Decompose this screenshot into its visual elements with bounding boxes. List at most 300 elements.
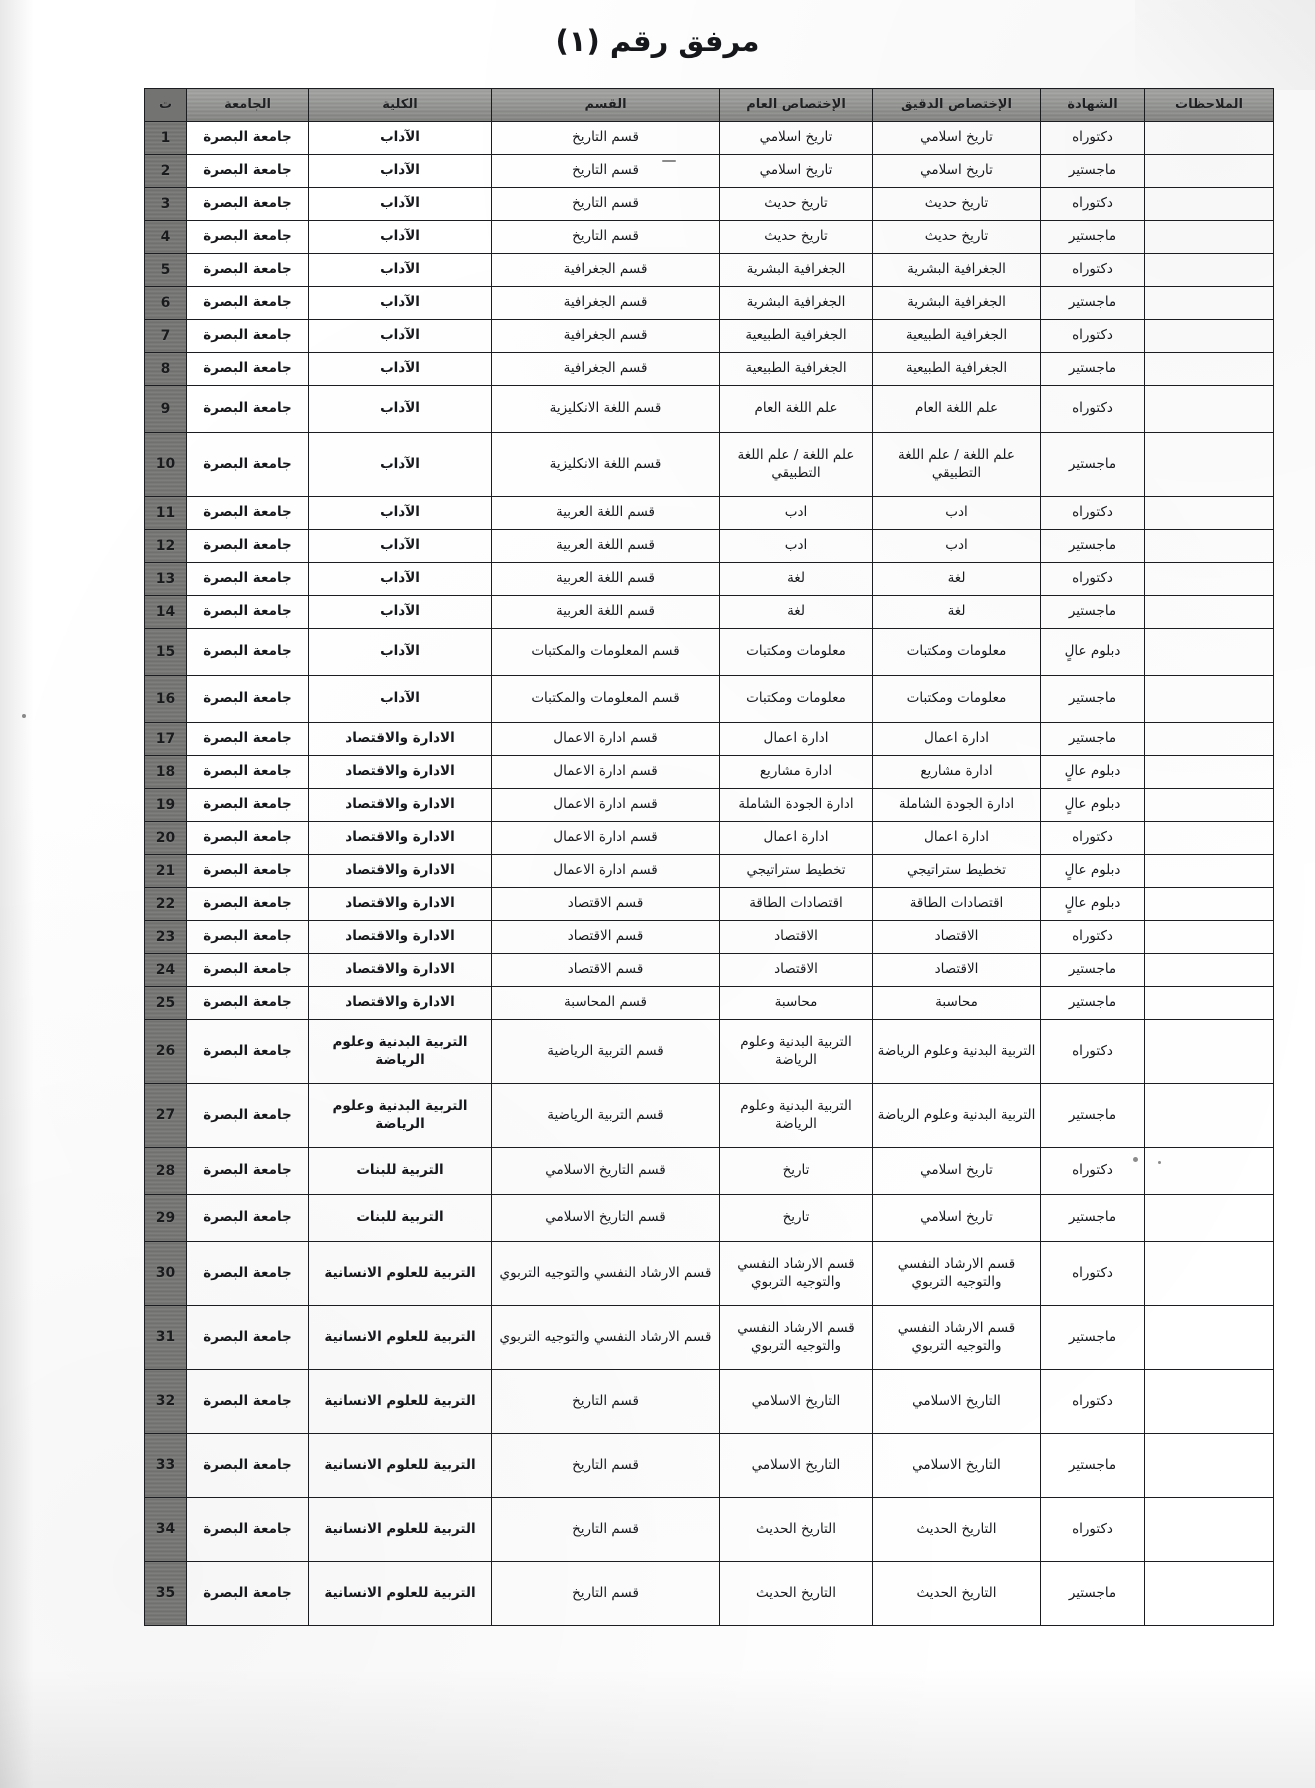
cell-degree: دكتوراه: [1041, 1020, 1145, 1084]
cell-degree: دكتوراه: [1041, 497, 1145, 530]
cell-notes: [1145, 353, 1274, 386]
cell-university: جامعة البصرة: [187, 1370, 309, 1434]
cell-notes: [1145, 1195, 1274, 1242]
cell-degree: دكتوراه: [1041, 1498, 1145, 1562]
cell-sequence: 2: [145, 155, 187, 188]
cell-university: جامعة البصرة: [187, 676, 309, 723]
cell-degree: ماجستير: [1041, 954, 1145, 987]
cell-notes: [1145, 723, 1274, 756]
cell-precise-specialization: التاريخ الاسلامي: [873, 1370, 1041, 1434]
cell-notes: [1145, 629, 1274, 676]
cell-college: التربية البدنية وعلوم الرياضة: [309, 1020, 492, 1084]
cell-notes: [1145, 1306, 1274, 1370]
cell-sequence: 20: [145, 822, 187, 855]
cell-department: قسم ادارة الاعمال: [492, 789, 720, 822]
cell-general-specialization: الجغرافية البشرية: [720, 254, 873, 287]
cell-sequence: 10: [145, 433, 187, 497]
cell-general-specialization: محاسبة: [720, 987, 873, 1020]
cell-precise-specialization: معلومات ومكتبات: [873, 629, 1041, 676]
cell-university: جامعة البصرة: [187, 386, 309, 433]
cell-general-specialization: ادب: [720, 530, 873, 563]
cell-general-specialization: التربية البدنية وعلوم الرياضة: [720, 1084, 873, 1148]
cell-sequence: 19: [145, 789, 187, 822]
cell-department: قسم التاريخ: [492, 155, 720, 188]
cell-university: جامعة البصرة: [187, 789, 309, 822]
table-row: [145, 254, 1274, 287]
cell-degree: دكتوراه: [1041, 563, 1145, 596]
cell-university: جامعة البصرة: [187, 563, 309, 596]
table-header-row: [145, 89, 1274, 122]
cell-degree: دبلوم عالٍ: [1041, 756, 1145, 789]
cell-precise-specialization: الجغرافية الطبيعية: [873, 320, 1041, 353]
cell-university: جامعة البصرة: [187, 888, 309, 921]
cell-precise-specialization: الاقتصاد: [873, 921, 1041, 954]
cell-precise-specialization: محاسبة: [873, 987, 1041, 1020]
cell-precise-specialization: تاريخ حديث: [873, 221, 1041, 254]
cell-general-specialization: الجغرافية الطبيعية: [720, 320, 873, 353]
cell-sequence: 27: [145, 1084, 187, 1148]
cell-degree: ماجستير: [1041, 155, 1145, 188]
table-row: [145, 155, 1274, 188]
cell-general-specialization: معلومات ومكتبات: [720, 676, 873, 723]
cell-degree: دكتوراه: [1041, 822, 1145, 855]
cell-degree: دكتوراه: [1041, 1148, 1145, 1195]
table-row: [145, 122, 1274, 155]
cell-general-specialization: تاريخ حديث: [720, 188, 873, 221]
cell-college: الادارة والاقتصاد: [309, 723, 492, 756]
cell-sequence: 4: [145, 221, 187, 254]
cell-notes: [1145, 530, 1274, 563]
cell-notes: [1145, 1242, 1274, 1306]
table-row: [145, 563, 1274, 596]
cell-department: قسم التربية الرياضية: [492, 1020, 720, 1084]
cell-notes: [1145, 122, 1274, 155]
cell-sequence: 17: [145, 723, 187, 756]
cell-university: جامعة البصرة: [187, 221, 309, 254]
cell-precise-specialization: التاريخ الاسلامي: [873, 1434, 1041, 1498]
cell-sequence: 33: [145, 1434, 187, 1498]
cell-sequence: 1: [145, 122, 187, 155]
cell-precise-specialization: قسم الارشاد النفسي والتوجيه التربوي: [873, 1306, 1041, 1370]
cell-notes: [1145, 320, 1274, 353]
cell-university: جامعة البصرة: [187, 155, 309, 188]
cell-sequence: 3: [145, 188, 187, 221]
table-row: [145, 1306, 1274, 1370]
table-row: [145, 188, 1274, 221]
table-row: [145, 1195, 1274, 1242]
cell-degree: ماجستير: [1041, 530, 1145, 563]
cell-general-specialization: تاريخ اسلامي: [720, 122, 873, 155]
cell-college: الادارة والاقتصاد: [309, 789, 492, 822]
cell-sequence: 15: [145, 629, 187, 676]
cell-precise-specialization: التربية البدنية وعلوم الرياضة: [873, 1020, 1041, 1084]
cell-college: التربية للعلوم الانسانية: [309, 1434, 492, 1498]
cell-general-specialization: ادارة مشاريع: [720, 756, 873, 789]
cell-college: الآداب: [309, 497, 492, 530]
cell-precise-specialization: الجغرافية البشرية: [873, 287, 1041, 320]
cell-general-specialization: تاريخ حديث: [720, 221, 873, 254]
cell-department: قسم التاريخ: [492, 188, 720, 221]
cell-notes: [1145, 1370, 1274, 1434]
cell-sequence: 16: [145, 676, 187, 723]
cell-sequence: 24: [145, 954, 187, 987]
table-row: [145, 320, 1274, 353]
cell-general-specialization: التاريخ الاسلامي: [720, 1370, 873, 1434]
cell-precise-specialization: ادارة اعمال: [873, 723, 1041, 756]
cell-college: الآداب: [309, 122, 492, 155]
cell-university: جامعة البصرة: [187, 954, 309, 987]
cell-department: قسم التاريخ: [492, 122, 720, 155]
table-row: [145, 1242, 1274, 1306]
table-row: [145, 822, 1274, 855]
column-header-university: الجامعة: [187, 89, 309, 122]
cell-sequence: 30: [145, 1242, 187, 1306]
cell-degree: ماجستير: [1041, 723, 1145, 756]
cell-sequence: 22: [145, 888, 187, 921]
cell-university: جامعة البصرة: [187, 433, 309, 497]
cell-university: جامعة البصرة: [187, 1195, 309, 1242]
cell-notes: [1145, 756, 1274, 789]
table-row: [145, 789, 1274, 822]
cell-sequence: 6: [145, 287, 187, 320]
cell-precise-specialization: لغة: [873, 596, 1041, 629]
cell-notes: [1145, 888, 1274, 921]
cell-notes: [1145, 855, 1274, 888]
cell-college: الادارة والاقتصاد: [309, 822, 492, 855]
cell-college: الآداب: [309, 629, 492, 676]
cell-university: جامعة البصرة: [187, 756, 309, 789]
cell-department: قسم الجغرافية: [492, 320, 720, 353]
cell-precise-specialization: تاريخ اسلامي: [873, 1195, 1041, 1242]
table-row: [145, 353, 1274, 386]
table-body: [145, 122, 1274, 1626]
cell-degree: دبلوم عالٍ: [1041, 789, 1145, 822]
table-row: [145, 723, 1274, 756]
cell-department: قسم ادارة الاعمال: [492, 855, 720, 888]
cell-notes: [1145, 954, 1274, 987]
cell-notes: [1145, 155, 1274, 188]
table-row: [145, 1434, 1274, 1498]
cell-university: جامعة البصرة: [187, 1434, 309, 1498]
cell-sequence: 25: [145, 987, 187, 1020]
cell-university: جامعة البصرة: [187, 1306, 309, 1370]
table-row: [145, 1148, 1274, 1195]
cell-sequence: 35: [145, 1562, 187, 1626]
cell-sequence: 21: [145, 855, 187, 888]
cell-university: جامعة البصرة: [187, 188, 309, 221]
cell-sequence: 29: [145, 1195, 187, 1242]
cell-sequence: 31: [145, 1306, 187, 1370]
cell-notes: [1145, 921, 1274, 954]
cell-university: جامعة البصرة: [187, 530, 309, 563]
cell-precise-specialization: ادارة الجودة الشاملة: [873, 789, 1041, 822]
table-row: [145, 497, 1274, 530]
column-header-notes: الملاحظات: [1145, 89, 1274, 122]
cell-notes: [1145, 1148, 1274, 1195]
cell-college: الآداب: [309, 530, 492, 563]
document-title: مرفق رقم (١): [555, 24, 760, 58]
cell-college: التربية للبنات: [309, 1195, 492, 1242]
table-row: [145, 921, 1274, 954]
cell-college: التربية للعلوم الانسانية: [309, 1306, 492, 1370]
cell-precise-specialization: التاريخ الحديث: [873, 1498, 1041, 1562]
cell-notes: [1145, 1084, 1274, 1148]
cell-department: قسم اللغة الانكليزية: [492, 433, 720, 497]
cell-precise-specialization: لغة: [873, 563, 1041, 596]
cell-college: الآداب: [309, 563, 492, 596]
cell-notes: [1145, 1020, 1274, 1084]
cell-precise-specialization: ادارة اعمال: [873, 822, 1041, 855]
cell-college: التربية البدنية وعلوم الرياضة: [309, 1084, 492, 1148]
cell-university: جامعة البصرة: [187, 1148, 309, 1195]
appendix-table-container: [155, 88, 1274, 1626]
column-header-degree: الشهادة: [1041, 89, 1145, 122]
column-header-department: القسم: [492, 89, 720, 122]
cell-precise-specialization: ادب: [873, 530, 1041, 563]
cell-department: قسم التاريخ: [492, 1498, 720, 1562]
cell-sequence: 11: [145, 497, 187, 530]
appendix-table: [144, 88, 1274, 1626]
cell-university: جامعة البصرة: [187, 822, 309, 855]
cell-degree: ماجستير: [1041, 287, 1145, 320]
cell-precise-specialization: التربية البدنية وعلوم الرياضة: [873, 1084, 1041, 1148]
cell-department: قسم اللغة العربية: [492, 563, 720, 596]
cell-department: قسم التاريخ الاسلامي: [492, 1195, 720, 1242]
cell-university: جامعة البصرة: [187, 723, 309, 756]
cell-department: قسم اللغة العربية: [492, 497, 720, 530]
table-row: [145, 433, 1274, 497]
cell-department: قسم التاريخ: [492, 1434, 720, 1498]
column-header-sequence: ت: [145, 89, 187, 122]
cell-precise-specialization: ادب: [873, 497, 1041, 530]
cell-notes: [1145, 676, 1274, 723]
cell-department: قسم الاقتصاد: [492, 921, 720, 954]
cell-university: جامعة البصرة: [187, 1020, 309, 1084]
column-header-college: الكلية: [309, 89, 492, 122]
cell-notes: [1145, 1562, 1274, 1626]
cell-precise-specialization: علم اللغة / علم اللغة التطبيقي: [873, 433, 1041, 497]
cell-university: جامعة البصرة: [187, 287, 309, 320]
cell-degree: ماجستير: [1041, 1434, 1145, 1498]
cell-precise-specialization: الجغرافية البشرية: [873, 254, 1041, 287]
cell-degree: دكتوراه: [1041, 254, 1145, 287]
cell-general-specialization: ادب: [720, 497, 873, 530]
cell-department: قسم اللغة العربية: [492, 530, 720, 563]
cell-general-specialization: التربية البدنية وعلوم الرياضة: [720, 1020, 873, 1084]
cell-general-specialization: الاقتصاد: [720, 954, 873, 987]
cell-degree: ماجستير: [1041, 1084, 1145, 1148]
cell-college: الآداب: [309, 188, 492, 221]
cell-sequence: 12: [145, 530, 187, 563]
cell-notes: [1145, 287, 1274, 320]
cell-degree: دبلوم عالٍ: [1041, 888, 1145, 921]
cell-university: جامعة البصرة: [187, 629, 309, 676]
cell-sequence: 28: [145, 1148, 187, 1195]
cell-degree: دكتوراه: [1041, 1370, 1145, 1434]
cell-general-specialization: معلومات ومكتبات: [720, 629, 873, 676]
cell-sequence: 34: [145, 1498, 187, 1562]
table-row: [145, 596, 1274, 629]
cell-college: الآداب: [309, 221, 492, 254]
cell-department: قسم اللغة الانكليزية: [492, 386, 720, 433]
cell-college: الآداب: [309, 320, 492, 353]
table-row: [145, 1084, 1274, 1148]
cell-department: قسم الجغرافية: [492, 254, 720, 287]
cell-general-specialization: لغة: [720, 596, 873, 629]
cell-department: قسم الارشاد النفسي والتوجيه التربوي: [492, 1242, 720, 1306]
cell-general-specialization: ادارة اعمال: [720, 723, 873, 756]
cell-general-specialization: علم اللغة / علم اللغة التطبيقي: [720, 433, 873, 497]
cell-notes: [1145, 254, 1274, 287]
table-row: [145, 1562, 1274, 1626]
table-row: [145, 676, 1274, 723]
cell-notes: [1145, 563, 1274, 596]
table-row: [145, 1370, 1274, 1434]
cell-general-specialization: الاقتصاد: [720, 921, 873, 954]
cell-college: الآداب: [309, 155, 492, 188]
cell-department: قسم ادارة الاعمال: [492, 822, 720, 855]
cell-general-specialization: التاريخ الاسلامي: [720, 1434, 873, 1498]
table-row: [145, 386, 1274, 433]
cell-college: الآداب: [309, 287, 492, 320]
table-row: [145, 987, 1274, 1020]
cell-degree: ماجستير: [1041, 676, 1145, 723]
cell-degree: دكتوراه: [1041, 188, 1145, 221]
table-header: [145, 89, 1274, 122]
cell-department: قسم التاريخ الاسلامي: [492, 1148, 720, 1195]
cell-degree: دكتوراه: [1041, 1242, 1145, 1306]
cell-university: جامعة البصرة: [187, 353, 309, 386]
cell-notes: [1145, 497, 1274, 530]
cell-college: الادارة والاقتصاد: [309, 954, 492, 987]
cell-precise-specialization: تاريخ حديث: [873, 188, 1041, 221]
cell-department: قسم التاريخ: [492, 221, 720, 254]
cell-notes: [1145, 1498, 1274, 1562]
cell-degree: دكتوراه: [1041, 921, 1145, 954]
scan-speck: [22, 714, 26, 718]
cell-precise-specialization: تخطيط ستراتيجي: [873, 855, 1041, 888]
cell-college: التربية للعلوم الانسانية: [309, 1370, 492, 1434]
cell-degree: ماجستير: [1041, 221, 1145, 254]
cell-precise-specialization: تاريخ اسلامي: [873, 155, 1041, 188]
cell-department: قسم الاقتصاد: [492, 954, 720, 987]
cell-degree: دكتوراه: [1041, 122, 1145, 155]
cell-precise-specialization: تاريخ اسلامي: [873, 122, 1041, 155]
cell-department: قسم التربية الرياضية: [492, 1084, 720, 1148]
cell-department: قسم الاقتصاد: [492, 888, 720, 921]
scan-edge-shadow-left: [0, 0, 34, 1788]
cell-sequence: 18: [145, 756, 187, 789]
cell-department: قسم اللغة العربية: [492, 596, 720, 629]
table-row: [145, 1020, 1274, 1084]
cell-college: الآداب: [309, 386, 492, 433]
cell-university: جامعة البصرة: [187, 596, 309, 629]
cell-notes: [1145, 1434, 1274, 1498]
cell-university: جامعة البصرة: [187, 254, 309, 287]
cell-general-specialization: الجغرافية البشرية: [720, 287, 873, 320]
cell-university: جامعة البصرة: [187, 1498, 309, 1562]
cell-department: قسم ادارة الاعمال: [492, 723, 720, 756]
cell-notes: [1145, 822, 1274, 855]
column-header-precise-specialization: الإختصاص الدقيق: [873, 89, 1041, 122]
cell-college: الادارة والاقتصاد: [309, 921, 492, 954]
cell-university: جامعة البصرة: [187, 122, 309, 155]
cell-university: جامعة البصرة: [187, 497, 309, 530]
cell-sequence: 23: [145, 921, 187, 954]
cell-general-specialization: ادارة اعمال: [720, 822, 873, 855]
cell-general-specialization: قسم الارشاد النفسي والتوجيه التربوي: [720, 1306, 873, 1370]
table-row: [145, 1498, 1274, 1562]
cell-sequence: 14: [145, 596, 187, 629]
cell-university: جامعة البصرة: [187, 987, 309, 1020]
cell-precise-specialization: التاريخ الحديث: [873, 1562, 1041, 1626]
cell-university: جامعة البصرة: [187, 320, 309, 353]
cell-degree: دبلوم عالٍ: [1041, 629, 1145, 676]
cell-general-specialization: لغة: [720, 563, 873, 596]
cell-college: التربية للعلوم الانسانية: [309, 1562, 492, 1626]
table-row: [145, 888, 1274, 921]
cell-college: الآداب: [309, 676, 492, 723]
cell-precise-specialization: اقتصادات الطاقة: [873, 888, 1041, 921]
cell-department: قسم التاريخ: [492, 1562, 720, 1626]
table-row: [145, 954, 1274, 987]
cell-sequence: 26: [145, 1020, 187, 1084]
cell-notes: [1145, 987, 1274, 1020]
table-row: [145, 287, 1274, 320]
table-row: [145, 855, 1274, 888]
cell-degree: ماجستير: [1041, 596, 1145, 629]
cell-university: جامعة البصرة: [187, 1562, 309, 1626]
cell-department: قسم المحاسبة: [492, 987, 720, 1020]
column-header-general-specialization: الإختصاص العام: [720, 89, 873, 122]
cell-degree: ماجستير: [1041, 1562, 1145, 1626]
cell-college: الآداب: [309, 596, 492, 629]
cell-general-specialization: الجغرافية الطبيعية: [720, 353, 873, 386]
cell-precise-specialization: تاريخ اسلامي: [873, 1148, 1041, 1195]
cell-degree: ماجستير: [1041, 1195, 1145, 1242]
cell-precise-specialization: الجغرافية الطبيعية: [873, 353, 1041, 386]
scan-edge-shadow-bottom: [0, 1668, 1315, 1788]
table-row: [145, 221, 1274, 254]
cell-department: قسم المعلومات والمكتبات: [492, 629, 720, 676]
cell-sequence: 13: [145, 563, 187, 596]
cell-sequence: 9: [145, 386, 187, 433]
cell-sequence: 32: [145, 1370, 187, 1434]
cell-notes: [1145, 221, 1274, 254]
cell-department: قسم المعلومات والمكتبات: [492, 676, 720, 723]
cell-notes: [1145, 596, 1274, 629]
cell-degree: دكتوراه: [1041, 320, 1145, 353]
cell-notes: [1145, 386, 1274, 433]
cell-general-specialization: ادارة الجودة الشاملة: [720, 789, 873, 822]
cell-general-specialization: علم اللغة العام: [720, 386, 873, 433]
cell-degree: دبلوم عالٍ: [1041, 855, 1145, 888]
cell-college: الادارة والاقتصاد: [309, 888, 492, 921]
cell-department: قسم الارشاد النفسي والتوجيه التربوي: [492, 1306, 720, 1370]
cell-general-specialization: تاريخ: [720, 1148, 873, 1195]
table-row: [145, 530, 1274, 563]
cell-general-specialization: التاريخ الحديث: [720, 1562, 873, 1626]
table-row: [145, 756, 1274, 789]
cell-college: التربية للبنات: [309, 1148, 492, 1195]
cell-department: قسم ادارة الاعمال: [492, 756, 720, 789]
cell-notes: [1145, 789, 1274, 822]
cell-degree: ماجستير: [1041, 433, 1145, 497]
cell-general-specialization: قسم الارشاد النفسي والتوجيه التربوي: [720, 1242, 873, 1306]
cell-general-specialization: التاريخ الحديث: [720, 1498, 873, 1562]
cell-college: الآداب: [309, 353, 492, 386]
cell-precise-specialization: الاقتصاد: [873, 954, 1041, 987]
